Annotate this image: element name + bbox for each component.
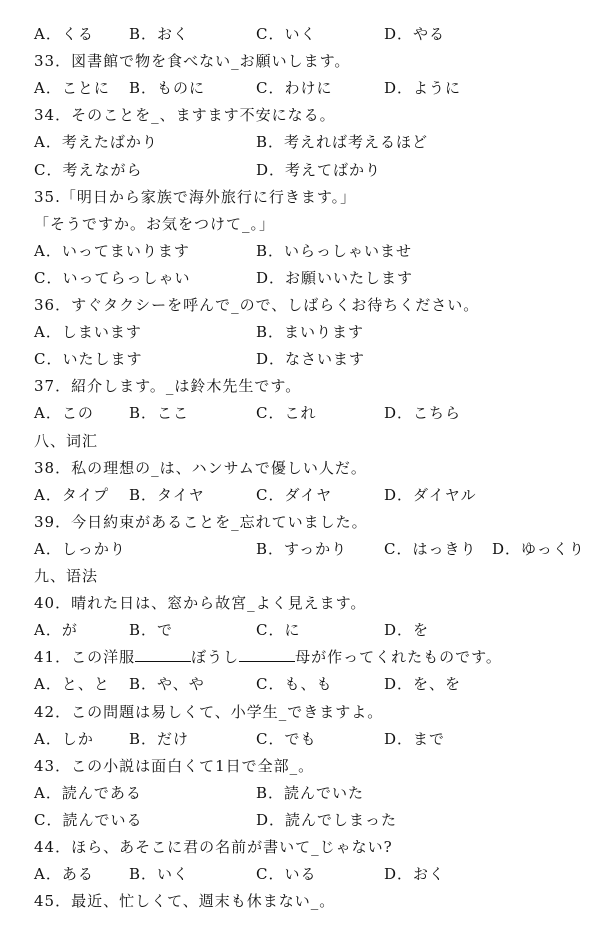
answer-option: A．ことに	[34, 79, 110, 98]
answer-option: D．やる	[384, 25, 446, 43]
option-row	[34, 21, 604, 48]
answer-option: C．わけに	[256, 79, 333, 98]
answer-option: A．考えたばかり	[34, 133, 158, 152]
answer-option: C．はっきり	[384, 539, 477, 558]
text-line: 33．図書館で物を食べない_お願いします。	[34, 52, 351, 71]
option-row	[34, 536, 604, 563]
answer-option: D．ように	[384, 79, 462, 98]
answer-option: C．いく	[256, 25, 317, 43]
option-row	[34, 400, 604, 427]
answer-option: D．まで	[384, 729, 446, 748]
answer-option: A．しか	[34, 729, 94, 748]
text-line: 45．最近、忙しくて、週末も休まない_。	[34, 892, 336, 911]
text-line: 39．今日約束があることを_忘れていました。	[34, 512, 368, 531]
text-line: 40．晴れた日は、窓から故宮_よく見えます。	[34, 594, 367, 613]
option-row	[34, 75, 604, 102]
answer-option: B．おく	[129, 25, 190, 43]
text-line: 35.「明日から家族で海外旅行に行きます。」	[34, 187, 357, 206]
option-row	[34, 238, 604, 265]
text-line: 34．そのことを_、ますます不安になる。	[34, 106, 336, 125]
answer-option: A．しっかり	[34, 539, 126, 558]
answer-option: D．ゆっくり	[492, 539, 585, 558]
answer-option: C．ダイヤ	[256, 485, 333, 504]
answer-option: B．考えれば考えるほど	[256, 133, 429, 152]
answer-option: C．でも	[256, 729, 317, 748]
option-row	[34, 265, 604, 292]
option-row	[34, 780, 604, 807]
option-row	[34, 346, 604, 373]
answer-option: B．で	[129, 621, 174, 640]
option-row	[34, 319, 604, 346]
answer-option: D．考えてばかり	[256, 160, 382, 179]
answer-option: D．なさいます	[256, 350, 366, 369]
option-row	[34, 482, 604, 509]
answer-option: A．この	[34, 404, 94, 423]
answer-option: C．も、も	[256, 675, 333, 694]
answer-blank	[135, 647, 191, 662]
answer-option: B．いく	[129, 865, 190, 884]
text-line: 九、语法	[34, 567, 99, 585]
text-line: 43．この小説は面白くて1日で全部_。	[34, 756, 315, 775]
answer-option: A．が	[34, 621, 78, 640]
text-line: 「そうですか。お気をつけて_。」	[34, 214, 276, 233]
question-text-part: 41．この洋服	[34, 648, 136, 667]
answer-blank	[239, 647, 295, 662]
answer-option: A．いってまいります	[34, 241, 190, 260]
answer-option: C．いたします	[34, 350, 143, 369]
text-line: 36．すぐタクシーを呼んで_ので、しばらくお待ちください。	[34, 296, 480, 314]
answer-option: C．読んでいる	[34, 810, 143, 829]
option-row	[34, 617, 604, 644]
answer-option: D．を	[384, 621, 430, 640]
answer-option: B．読んでいた	[256, 783, 365, 802]
answer-option: D．こちら	[384, 404, 462, 423]
text-line: 44．ほら、あそこに君の名前が書いて_じゃない?	[34, 838, 393, 856]
option-row	[34, 861, 604, 888]
option-row	[34, 157, 604, 184]
option-row	[34, 726, 604, 753]
answer-option: A．しまいます	[34, 323, 142, 342]
option-row	[34, 671, 604, 698]
text-line: 八、词汇	[34, 431, 99, 450]
text-line: 42．この問題は易しくて、小学生_できますよ。	[34, 702, 384, 721]
answer-option: A．と、と	[34, 675, 110, 694]
answer-option: C．いる	[256, 865, 317, 884]
answer-option: C．に	[256, 621, 301, 640]
question-text-part: ぼうし	[191, 648, 240, 667]
answer-option: B．タイヤ	[129, 485, 205, 504]
answer-option: B．ここ	[129, 404, 190, 423]
answer-option: A．読んである	[34, 783, 142, 802]
answer-option: D．お願いいたします	[256, 268, 414, 287]
answer-option: A．くる	[34, 25, 94, 43]
answer-option: C．考えながら	[34, 160, 143, 179]
answer-option: C．これ	[256, 404, 317, 423]
text-line: 38．私の理想の_は、ハンサムで優しい人だ。	[34, 458, 367, 477]
option-row	[34, 807, 604, 834]
answer-option: B．まいります	[256, 323, 365, 342]
answer-option: B．だけ	[129, 729, 190, 748]
text-line: 37．紹介します。_は鈴木先生です。	[34, 377, 302, 396]
answer-option: D．読んでしまった	[256, 810, 398, 829]
answer-option: D．ダイヤル	[384, 485, 477, 504]
answer-option: A．タイプ	[34, 485, 110, 504]
question-with-blanks	[34, 644, 502, 671]
answer-option: D．を、を	[384, 675, 462, 694]
answer-option: B．すっかり	[256, 539, 348, 558]
answer-option: A．ある	[34, 865, 94, 884]
question-text-part: 母が作ってくれたものです。	[295, 648, 502, 667]
answer-option: B．いらっしゃいませ	[256, 241, 413, 260]
answer-option: C．いってらっしゃい	[34, 268, 191, 287]
answer-option: D．おく	[384, 865, 446, 884]
answer-option: B．や、や	[129, 675, 205, 694]
answer-option: B．ものに	[129, 79, 206, 98]
option-row	[34, 129, 604, 156]
